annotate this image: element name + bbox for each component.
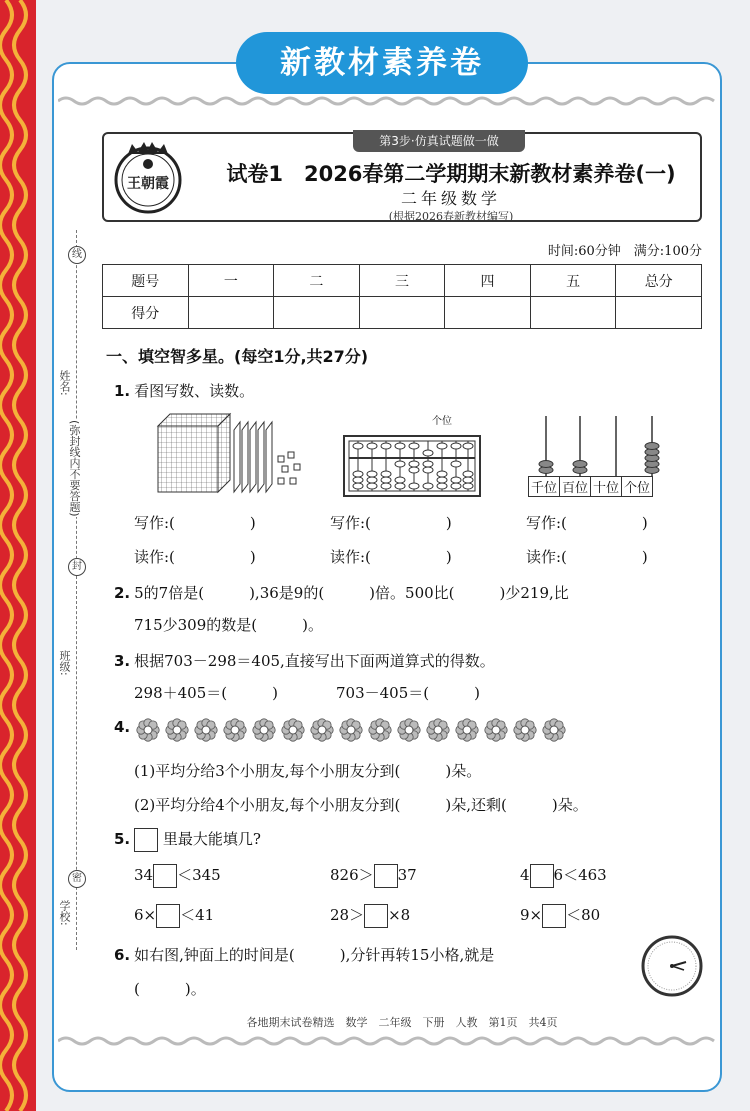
inequality-post: ＜41 <box>180 906 215 924</box>
flower-icon <box>340 719 362 741</box>
exam-note: (根据2026春新教材编写) <box>388 210 514 223</box>
abacus-label: 个位 <box>432 416 452 427</box>
question-1 <box>114 380 254 401</box>
flower-icon <box>224 719 246 741</box>
answer-read-3[interactable]: 读作:( ) <box>526 548 648 566</box>
inequality-pre: 34 <box>134 866 154 884</box>
equation-a[interactable]: 298＋405＝( ) <box>134 684 278 702</box>
flower-icon <box>369 719 391 741</box>
seal-tag-seal: 封 <box>68 558 86 576</box>
flower-icon <box>282 719 304 741</box>
question-text: 看图写数、读数。 <box>134 382 255 400</box>
class-field: 班级: <box>58 650 71 676</box>
name-field: 姓名: <box>58 370 71 396</box>
flower-icon <box>195 719 217 741</box>
flower-icon <box>253 719 275 741</box>
unit-cubes <box>278 452 300 484</box>
answer-write-1[interactable]: 写作:( ) <box>134 514 256 532</box>
seal-line <box>76 230 77 950</box>
question-number: 2. <box>114 584 131 602</box>
section-title: 一、填空智多星。(每空1分,共27分) <box>106 347 369 366</box>
flower-icon <box>456 719 478 741</box>
place-label: 十位 <box>591 476 622 497</box>
inequality-pre: 826＞ <box>330 866 374 884</box>
answer-box[interactable] <box>542 904 566 928</box>
clock-icon <box>640 934 704 998</box>
answer-write-3[interactable]: 写作:( ) <box>526 514 648 532</box>
place-value-labels <box>528 476 653 497</box>
score-input-cell[interactable] <box>359 297 445 329</box>
question-4 <box>114 718 134 736</box>
question-6 <box>114 944 494 965</box>
flower-row <box>134 716 574 744</box>
score-cell: 总分 <box>616 265 702 297</box>
inequality-post: ×8 <box>388 906 411 924</box>
answer-read-2[interactable]: 读作:( ) <box>330 548 452 566</box>
inequality-post: ＜345 <box>177 866 221 884</box>
score-input-cell[interactable] <box>445 297 531 329</box>
score-value-row <box>103 297 702 329</box>
inequality-2 <box>330 864 417 888</box>
score-input-cell[interactable] <box>188 297 274 329</box>
exam-subtitle: 二年级数学 <box>400 189 501 208</box>
inequality-1 <box>134 864 221 888</box>
place-label: 千位 <box>528 476 560 497</box>
inequality-post: 37 <box>397 866 417 884</box>
box-symbol <box>134 828 158 852</box>
flower-icon <box>427 719 449 741</box>
school-field: 学校: <box>58 900 71 926</box>
question-text: 里最大能填几? <box>162 830 261 848</box>
score-cell: 四 <box>445 265 531 297</box>
inequality-4 <box>134 904 214 928</box>
flower-icon <box>514 719 536 741</box>
answer-box[interactable] <box>153 864 177 888</box>
answer-box[interactable] <box>530 864 554 888</box>
question-number: 6. <box>114 946 131 964</box>
flower-icon <box>485 719 507 741</box>
top-wave-border <box>58 94 718 108</box>
equation-b[interactable]: 703－405＝( ) <box>336 684 480 702</box>
question-3 <box>114 650 495 671</box>
abacus-figure <box>342 434 482 498</box>
step-tab: 第3步·仿真试题做一做 <box>353 130 525 152</box>
question-number: 4. <box>114 718 131 736</box>
question-4-part1: (1)平均分给3个小朋友,每个小朋友分到( )朵。 <box>134 762 482 780</box>
counter-rods-figure <box>528 414 670 476</box>
answer-box[interactable] <box>156 904 180 928</box>
answer-box[interactable] <box>374 864 398 888</box>
inequality-pre: 6× <box>134 906 157 924</box>
inequality-post: ＜80 <box>566 906 601 924</box>
hundred-flats <box>234 422 272 492</box>
inequality-3 <box>520 864 607 888</box>
question-5 <box>114 828 261 852</box>
answer-read-1[interactable]: 读作:( ) <box>134 548 256 566</box>
flower-icon <box>311 719 333 741</box>
place-label: 百位 <box>560 476 591 497</box>
score-cell: 一 <box>188 265 274 297</box>
flower-icon <box>166 719 188 741</box>
answer-write-2[interactable]: 写作:( ) <box>330 514 452 532</box>
score-input-cell[interactable] <box>274 297 360 329</box>
decorative-ribbon <box>0 0 36 1111</box>
question-4-part2: (2)平均分给4个小朋友,每个小朋友分到( )朵,还剩( )朵。 <box>134 796 588 814</box>
question-number: 1. <box>114 382 131 400</box>
base-ten-blocks-figure <box>156 412 306 494</box>
flower-icon <box>543 719 565 741</box>
inequality-pre: 4 <box>520 866 530 884</box>
score-cell: 得分 <box>103 297 189 329</box>
score-table <box>102 264 702 329</box>
score-input-cell[interactable] <box>616 297 702 329</box>
seal-tag-line: 线 <box>68 246 86 264</box>
seal-warning: (弥封线内不要答题) <box>68 420 81 517</box>
question-text: 5的7倍是( ),36是9的( )倍。500比( )少219,比 <box>134 584 569 602</box>
bottom-wave-border <box>58 1034 718 1048</box>
question-number: 3. <box>114 652 131 670</box>
score-cell: 三 <box>359 265 445 297</box>
score-header-row <box>103 265 702 297</box>
ribbon-wave-pattern <box>0 0 36 1111</box>
score-cell: 五 <box>530 265 616 297</box>
page-footer: 各地期末试卷精选 数学 二年级 下册 人教 第1页 共4页 <box>246 1016 558 1029</box>
question-2-line2: 715少309的数是( )。 <box>134 616 323 634</box>
seal-tag-secret: 密 <box>68 870 86 888</box>
inequality-6 <box>520 904 600 928</box>
score-cell: 题号 <box>103 265 189 297</box>
inequality-5 <box>330 904 410 928</box>
question-2 <box>114 582 569 603</box>
flower-icon <box>137 719 159 741</box>
exam-title: 试卷1 2026春第二学期期末新教材素养卷(一) <box>226 162 676 186</box>
question-text: 根据703－298＝405,直接写出下面两道算式的得数。 <box>134 652 495 670</box>
score-input-cell[interactable] <box>530 297 616 329</box>
question-text: 如右图,钟面上的时间是( ),分针再转15小格,就是 <box>134 946 495 964</box>
inequality-pre: 28＞ <box>330 906 365 924</box>
place-label: 个位 <box>622 476 653 497</box>
flower-icon <box>398 719 420 741</box>
logo-text: 王朝霞 <box>127 176 169 192</box>
binding-margin <box>58 230 92 950</box>
publisher-logo <box>108 140 188 216</box>
thousand-cube <box>158 414 230 492</box>
answer-box[interactable] <box>364 904 388 928</box>
inequality-pre: 9× <box>520 906 543 924</box>
score-cell: 二 <box>274 265 360 297</box>
question-6-line2: ( )。 <box>134 980 206 998</box>
time-info: 时间:60分钟 满分:100分 <box>547 244 702 259</box>
inequality-post: 6＜463 <box>553 866 607 884</box>
question-number: 5. <box>114 830 131 848</box>
banner-title: 新教材素养卷 <box>236 32 528 94</box>
